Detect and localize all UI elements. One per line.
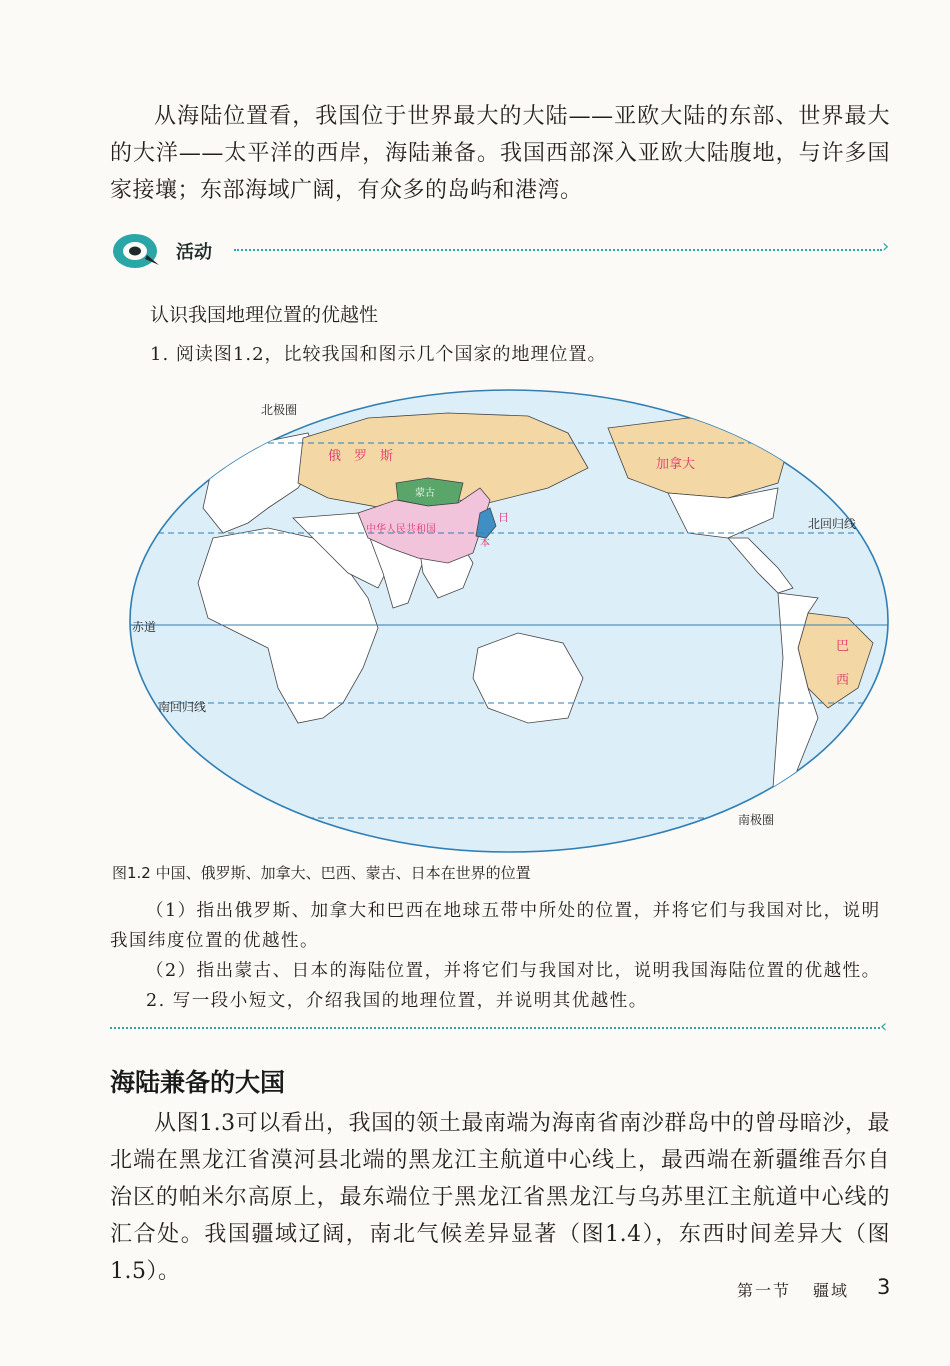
- intro-text: 从海陆位置看，我国位于世界最大的大陆——亚欧大陆的东部、世界最大的大洋——太平洋的西岸，海陆兼备。我国西部深入亚欧大陆腹地，与许多国家接壤；东部海域广阔，有众多的岛屿和港湾。: [110, 104, 890, 203]
- page-number: 3: [877, 1275, 891, 1299]
- footer-section: 第一节: [737, 1281, 792, 1300]
- tropic-capricorn-label: 南回归线: [158, 700, 207, 714]
- brazil-label-1: 巴: [836, 639, 850, 654]
- section-title: 海陆兼备的大国: [110, 1068, 286, 1097]
- equator-label: 赤道: [132, 620, 157, 634]
- question-1: （1）指出俄罗斯、加拿大和巴西在地球五带中所处的位置，并将它们与我国对比，说明我国纬度位置的优越性。: [110, 901, 881, 951]
- figure-caption: 图1.2 中国、俄罗斯、加拿大、巴西、蒙古、日本在世界的位置: [112, 864, 531, 882]
- activity-title: 认识我国地理位置的优越性: [150, 304, 379, 326]
- activity-divider: [234, 249, 882, 251]
- intro-paragraph: [110, 98, 890, 209]
- tropic-cancer-label: 北回归线: [808, 517, 857, 531]
- canada-label: 加拿大: [656, 457, 696, 472]
- activity-end-divider: [110, 1027, 880, 1029]
- question-2: （2）指出蒙古、日本的海陆位置，并将它们与我国对比，说明我国海陆位置的优越性。: [146, 961, 881, 981]
- activity-questions: [110, 896, 892, 1016]
- activity-label: 活动: [176, 242, 212, 263]
- chevron-right-icon: ›: [882, 236, 890, 257]
- japan-label-1: 日: [498, 511, 509, 524]
- antarctic-label: 南极圈: [738, 813, 775, 827]
- arctic-label: 北极圈: [261, 403, 298, 417]
- activity-icon: [110, 230, 162, 270]
- mongolia-label: 蒙古: [415, 488, 435, 499]
- task-2: 2. 写一段小短文，介绍我国的地理位置，并说明其优越性。: [146, 991, 648, 1011]
- world-map: [128, 388, 890, 854]
- china-label: 中华人民共和国: [366, 524, 436, 535]
- chevron-left-icon: ‹: [880, 1016, 888, 1037]
- brazil-label-2: 西: [836, 673, 850, 688]
- section-paragraph: [110, 1105, 890, 1290]
- japan-label-2: 本: [480, 538, 490, 549]
- task-1: 1. 阅读图1.2，比较我国和图示几个国家的地理位置。: [150, 344, 607, 365]
- activity-header: [110, 230, 895, 270]
- section-text: 从图1.3可以看出，我国的领土最南端为海南省南沙群岛中的曾母暗沙，最北端在黑龙江省漠河县北端的黑龙江主航道中心线上，最西端在新疆维吾尔自治区的帕米尔高原上，最东端位于黑龙江省黑龙江与乌苏里江主航道中心线的汇合处。我国疆域辽阔，南北气候差异显著（图1.4），东西时间差异大（图1.5）。: [110, 1111, 890, 1284]
- russia-label: 俄 罗 斯: [328, 449, 394, 464]
- footer-name: 疆域: [813, 1281, 850, 1300]
